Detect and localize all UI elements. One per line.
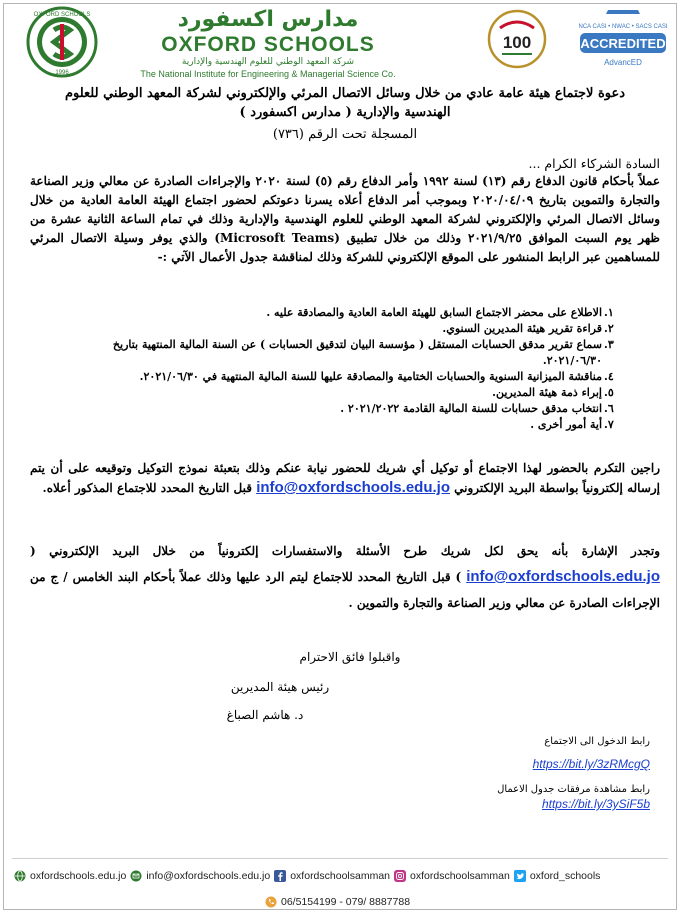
agenda-item-number: ٦. bbox=[604, 402, 614, 415]
attachments-link-label: رابط مشاهدة مرفقات جدول الاعمال bbox=[497, 784, 650, 795]
agenda-item-number: ٥. bbox=[604, 386, 614, 399]
centenary-logo bbox=[486, 8, 548, 70]
footer-website[interactable]: oxfordschools.edu.jo bbox=[30, 870, 127, 882]
registration-number: المسجلة تحت الرقم (٧٣٦) bbox=[272, 127, 418, 142]
brand-company-english: The National Institute for Engineering & Managerial Science Co. bbox=[140, 69, 396, 79]
proxy-text: راجين التكرم بالحضور لهذا الاجتماع أو توكيل أي شريك للحضور نيابة عنكم وذلك بتعبئة نموذج التوكيل وتوقيعه على أن يتم إرساله إلكترونياً بواسطة البريد الإلكتروني bbox=[30, 461, 660, 495]
invitation-title bbox=[40, 84, 650, 122]
globe-icon bbox=[14, 870, 26, 882]
greeting: السادة الشركاء الكرام ... bbox=[528, 156, 660, 171]
centenary-number: 100 bbox=[502, 33, 532, 52]
brand-name-arabic: مدارس اكسفورد bbox=[177, 7, 359, 32]
proxy-paragraph bbox=[30, 458, 660, 498]
mail-icon bbox=[130, 870, 142, 882]
footer-phone-numbers: 06/5154199 - 079/ 8887788 bbox=[281, 896, 411, 908]
meeting-link-block bbox=[470, 736, 650, 771]
signatory-name: د. هاشم الصباغ bbox=[226, 708, 304, 722]
footer-contacts bbox=[14, 868, 674, 884]
agenda-item bbox=[80, 385, 620, 401]
seal-text: OXFORD SCHOOLS bbox=[33, 12, 91, 18]
agenda-item bbox=[80, 337, 620, 369]
agenda-list bbox=[80, 305, 620, 433]
brand-company-arabic: شركة المعهد الوطني للعلوم الهندسية والإدارية bbox=[181, 57, 355, 67]
footer-facebook[interactable]: oxfordschoolsamman bbox=[290, 870, 391, 882]
letterhead bbox=[0, 0, 682, 88]
agenda-item-text: الاطلاع على محضر الاجتماع السابق للهيئة العامة العادية والمصادقة عليه . bbox=[266, 306, 602, 319]
footer-instagram[interactable]: oxfordschoolsamman bbox=[410, 870, 510, 882]
agenda-item-number: ٧. bbox=[604, 418, 614, 431]
brand-block bbox=[118, 6, 418, 80]
attachments-link-block bbox=[470, 784, 650, 811]
instagram-icon bbox=[394, 870, 406, 882]
agenda-item-text: انتخاب مدقق حسابات للسنة المالية القادمة ٢٠٢١/٢٠٢٢ . bbox=[340, 402, 602, 415]
footer-phone bbox=[265, 896, 410, 908]
phone-icon bbox=[265, 896, 277, 908]
accredited-badge bbox=[578, 6, 668, 72]
oxford-seal-logo bbox=[14, 6, 110, 78]
questions-paragraph: وتجدر الإشارة بأنه يحق لكل شريك طرح الأسئلة والاستفسارات إلكترونياً من خلال البريد الإلكتروني ( info@oxfordschools.edu.jo ) قبل التاريخ المحدد للاجتماع ليتم الرد عليها وذلك عملاً بأحكام البند الخامس / ج من الإجراءات الصادرة عن معالي وزير الصناعة والتجارة والتموين . bbox=[30, 544, 660, 610]
questions-text: وتجدر الإشارة بأنه يحق لكل شريك طرح الأسئلة والاستفسارات إلكترونياً من خلال البريد الإلكتروني bbox=[49, 544, 660, 558]
badge-main-text: ACCREDITED bbox=[580, 36, 666, 51]
agenda-item-number: ١. bbox=[604, 306, 614, 319]
email-link[interactable]: info@oxfordschools.edu.jo bbox=[466, 568, 660, 585]
brand-name-english: OXFORD SCHOOLS bbox=[161, 33, 375, 56]
seal-year: 1996 bbox=[55, 70, 69, 76]
agenda-item-text: مناقشة الميزانية السنوية والحسابات الختامية والمصادقة عليها للسنة المالية المنتهية في ٢٠٢١/٠٦/٣٠. bbox=[139, 370, 602, 383]
proxy-text-end: قبل التاريخ المحدد للاجتماع المذكور أعلاه. bbox=[42, 481, 252, 495]
email-link[interactable]: info@oxfordschools.edu.jo bbox=[256, 479, 450, 496]
agenda-item-number: ٣. bbox=[604, 338, 614, 351]
agenda-item bbox=[80, 417, 620, 433]
questions-text-end: قبل التاريخ المحدد للاجتماع ليتم الرد عليها وذلك عملاً بأحكام البند الخامس / ج من الإجراءات الصادرة عن معالي وزير الصناعة والتجارة والتموين . bbox=[30, 570, 660, 610]
agenda-item bbox=[80, 401, 620, 417]
footer-divider bbox=[12, 858, 668, 859]
agenda-item-text: سماع تقرير مدقق الحسابات المستقل ( مؤسسة البيان لتدقيق الحسابات ) عن السنة المالية المنتهية بتاريخ ٢٠٢١/٠٦/٣٠. bbox=[112, 338, 602, 367]
agenda-item-text: قراءة تقرير هيئة المديرين السنوي. bbox=[442, 322, 602, 335]
closing-regards: واقبلوا فائق الاحترام bbox=[299, 650, 401, 664]
badge-sub-text: AdvancED bbox=[604, 58, 642, 67]
title-line-1: دعوة لاجتماع هيئة عامة عادي من خلال وسائل الاتصال المرئي والإلكتروني لشركة المعهد الوطني للعلوم bbox=[64, 86, 626, 101]
agenda-item bbox=[80, 369, 620, 385]
agenda-item-number: ٢. bbox=[604, 322, 614, 335]
agenda-item bbox=[80, 305, 620, 321]
footer-email[interactable]: info@oxfordschools.edu.jo bbox=[146, 870, 271, 882]
intro-paragraph: عملاً بأحكام قانون الدفاع رقم (١٣) لسنة ١٩٩٢ وأمر الدفاع رقم (٥) لسنة ٢٠٢٠ والإجراءات الصادرة عن معالي وزير الصناعة والتجارة والتموين بتاريخ ٢٠٢٠/٠٤/٠٩ وبموجب أمر الدفاع أعلاه يسرنا دعوتكم لحضور اجتماع الهيئة العامة العادية من خلال وسائل الاتصال المرئي والإلكتروني لشركة المعهد الوطني للعلوم الهندسية والإدارية وذلك في تمام الساعة الثانية عشرة من ظهر يوم السبت الموافق ٢٠٢١/٩/٢٥ وذلك من خلال تطبيق (Microsoft Teams) والذي يوفر وسيلة الاتصال المرئي للمساهمين عبر الرابط المنشور على الموقع الإلكتروني للشركة وذلك لمناقشة جدول الأعمال الآتي :- bbox=[30, 174, 661, 264]
agenda-item-number: ٤. bbox=[604, 370, 614, 383]
title-line-2: الهندسية والإدارية ( مدارس اكسفورد ) bbox=[239, 105, 451, 120]
agenda-item bbox=[80, 321, 620, 337]
facebook-icon bbox=[274, 870, 286, 882]
badge-top-text: NCA CASI • NWAC • SACS CASI bbox=[578, 24, 668, 30]
attachments-url-link[interactable]: https://bit.ly/3ySiF5b bbox=[541, 797, 650, 811]
meeting-url-link[interactable]: https://bit.ly/3zRMcgQ bbox=[532, 757, 650, 771]
agenda-item-text: أية أمور أخرى . bbox=[530, 418, 602, 431]
agenda-item-text: إبراء ذمة هيئة المديرين. bbox=[492, 386, 602, 399]
twitter-icon bbox=[514, 870, 526, 882]
signatory-position: رئيس هيئة المديرين bbox=[230, 680, 330, 694]
meeting-link-label: رابط الدخول الى الاجتماع bbox=[544, 736, 650, 747]
footer-twitter[interactable]: oxford_schools bbox=[529, 870, 601, 882]
